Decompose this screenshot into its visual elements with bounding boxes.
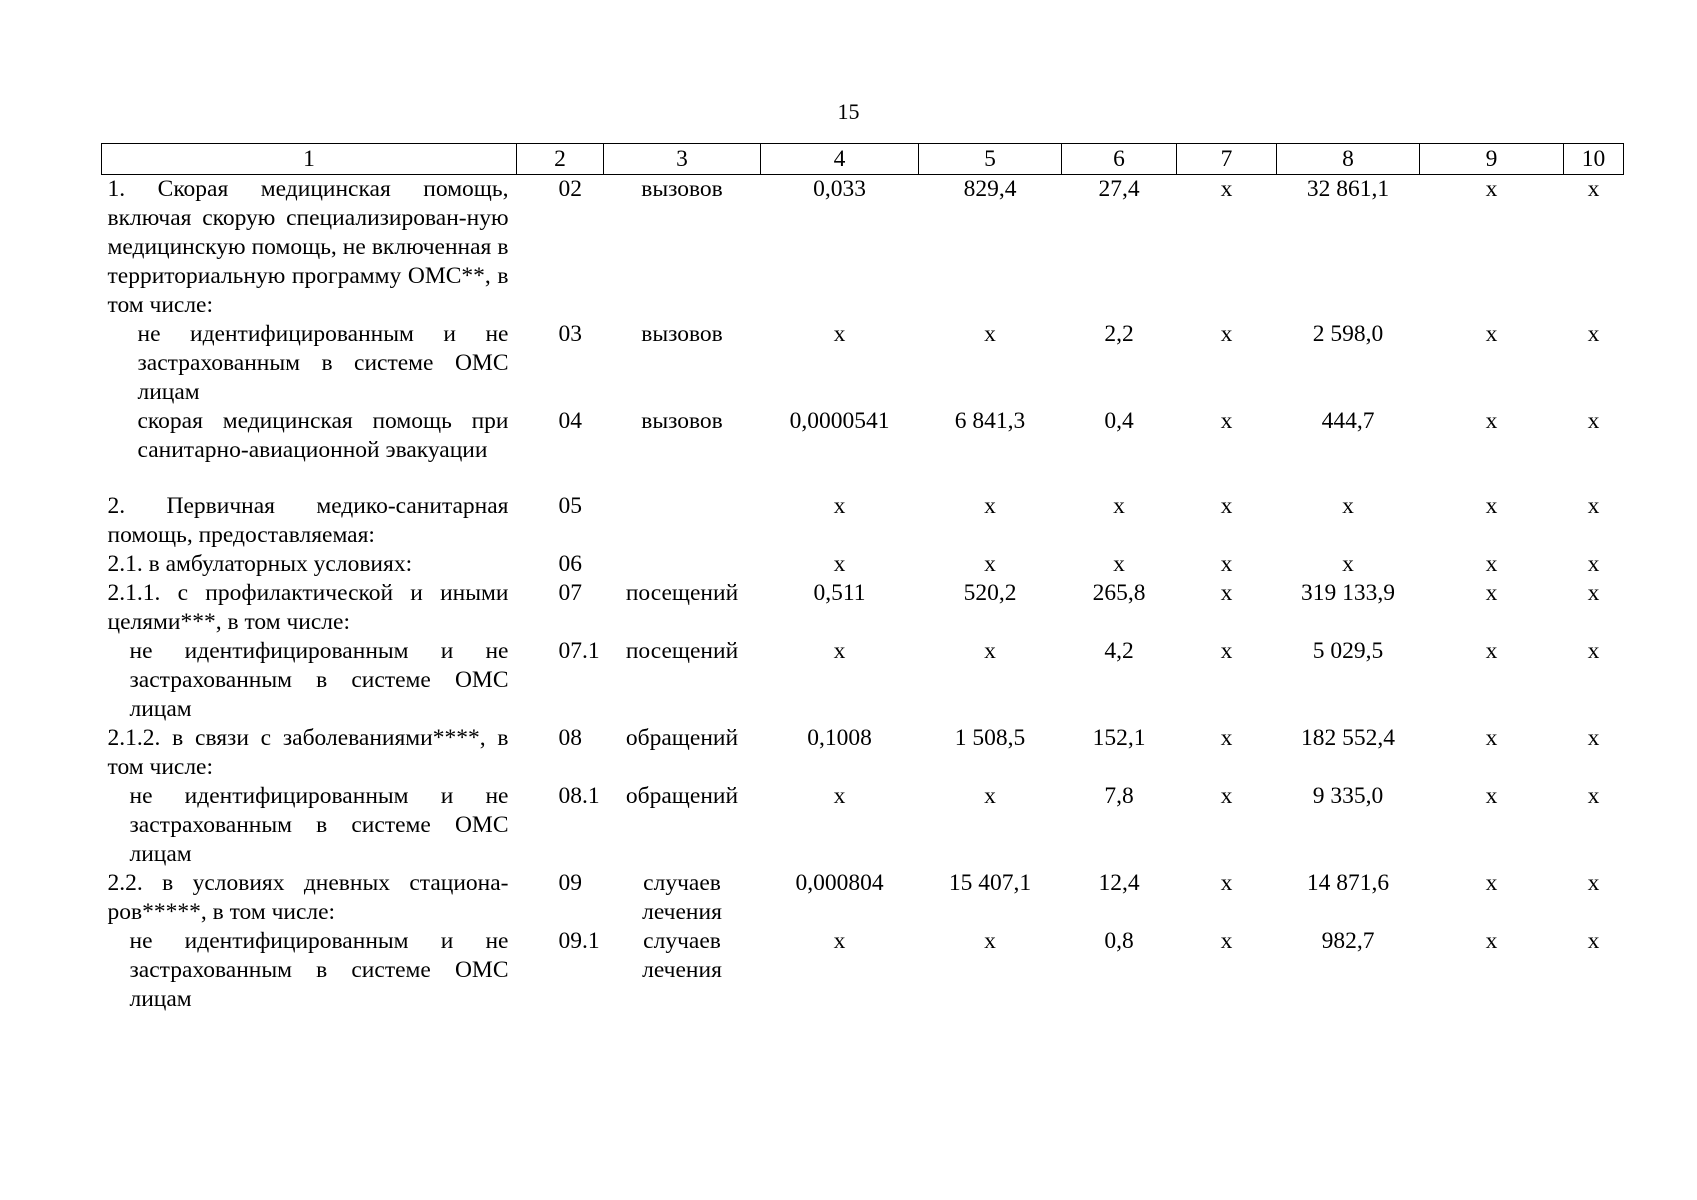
row-col-8: 182 552,4 <box>1301 725 1395 751</box>
row-col-10: х <box>1587 321 1600 347</box>
row-name: не идентифицированным и не застрахованным в системе ОМС лицам <box>137 321 509 405</box>
row-unit: посещений <box>625 638 739 664</box>
row-unit <box>604 550 761 579</box>
row-col-6: 152,1 <box>1092 725 1146 751</box>
row-col-5: х <box>984 493 996 519</box>
row-col-9: х <box>1485 408 1498 434</box>
row-col-6: 27,4 <box>1098 176 1140 202</box>
row-col-10: х <box>1587 638 1600 664</box>
header-col-10: 10 <box>1564 144 1624 175</box>
row-name: не идентифицированным и не застрахованным в системе ОМС лицам <box>129 928 509 1012</box>
row-col-5: 15 407,1 <box>948 870 1032 896</box>
row-col-10: х <box>1587 580 1600 606</box>
row-col-5: х <box>984 321 996 347</box>
row-col-7: х <box>1220 783 1233 809</box>
row-col-4: 0,511 <box>813 580 866 606</box>
row-col-8: 982,7 <box>1321 928 1375 954</box>
row-code: 04 <box>558 408 582 434</box>
row-col-9: х <box>1485 580 1498 606</box>
row-unit: случаев лечения <box>642 928 722 983</box>
row-col-4: 0,000804 <box>795 870 884 896</box>
row-col-7: х <box>1220 321 1233 347</box>
page-number: 15 <box>837 99 860 124</box>
row-col-9: х <box>1485 725 1498 751</box>
row-col-8: 2 598,0 <box>1312 321 1384 347</box>
row-col-4: 0,1008 <box>807 725 872 751</box>
row-unit: случаев лечения <box>642 870 722 925</box>
row-col-10: х <box>1587 493 1600 519</box>
row-code: 03 <box>558 321 582 347</box>
row-col-4: 0,033 <box>813 176 866 202</box>
row-col-4: х <box>833 321 846 347</box>
row-col-5: 520,2 <box>963 580 1017 606</box>
table-row <box>102 869 1624 927</box>
row-col-8: 5 029,5 <box>1312 638 1384 664</box>
row-col-5: 829,4 <box>963 176 1017 202</box>
row-col-7: х <box>1220 551 1233 577</box>
row-code: 02 <box>558 176 582 202</box>
row-col-10: х <box>1587 408 1600 434</box>
row-name: 2. Первичная медико-санитарная помощь, предоставляемая: <box>107 493 509 548</box>
row-col-6: 4,2 <box>1104 638 1134 664</box>
row-col-5: х <box>984 638 996 664</box>
data-table <box>101 143 1624 1014</box>
row-name: не идентифицированным и не застрахованным в системе ОМС лицам <box>129 783 509 867</box>
table-header <box>102 144 1624 175</box>
row-col-9: х <box>1485 638 1498 664</box>
row-unit: обращений <box>625 783 739 809</box>
header-col-8: 8 <box>1277 144 1420 175</box>
row-col-8: 9 335,0 <box>1312 783 1384 809</box>
row-name: 2.1.2. в связи с заболеваниями****, в том числе: <box>107 725 509 780</box>
row-col-5: 1 508,5 <box>954 725 1026 751</box>
row-col-9: х <box>1485 493 1498 519</box>
table-row <box>102 637 1624 724</box>
row-spacer <box>102 465 1624 492</box>
header-col-4: 4 <box>761 144 919 175</box>
row-col-8: х <box>1342 493 1354 519</box>
row-code: 09 <box>558 870 582 896</box>
row-col-9: х <box>1485 321 1498 347</box>
row-code: 08 <box>558 725 582 751</box>
spacer-cell <box>102 465 1624 492</box>
row-col-9: х <box>1485 870 1498 896</box>
row-unit <box>604 492 761 550</box>
row-unit: вызовов <box>641 408 723 434</box>
row-code: 07.1 <box>558 638 600 664</box>
row-col-7: х <box>1220 580 1233 606</box>
row-col-10: х <box>1587 725 1600 751</box>
row-code: 07 <box>558 580 582 606</box>
table-row <box>102 724 1624 782</box>
header-col-2: 2 <box>517 144 604 175</box>
row-col-6: 0,4 <box>1104 408 1134 434</box>
row-code: 05 <box>558 493 582 519</box>
row-code: 06 <box>558 551 582 577</box>
row-col-7: х <box>1220 176 1233 202</box>
row-col-5: 6 841,3 <box>954 408 1026 434</box>
row-col-5: х <box>984 928 996 954</box>
row-col-5: х <box>984 551 996 577</box>
row-col-7: х <box>1220 725 1233 751</box>
table-row <box>102 407 1624 465</box>
table-row <box>102 927 1624 1014</box>
row-col-7: х <box>1220 870 1233 896</box>
row-col-9: х <box>1485 783 1498 809</box>
row-unit: вызовов <box>641 321 723 347</box>
row-name: 1. Скорая медицинская помощь, включая скорую специализирован-ную медицинскую помощь, не включенная в территориальную программу ОМС**, в том числе: <box>107 176 509 318</box>
table-row <box>102 320 1624 407</box>
row-name: не идентифицированным и не застрахованным в системе ОМС лицам <box>129 638 509 722</box>
row-col-4: х <box>833 783 846 809</box>
row-col-7: х <box>1220 408 1233 434</box>
row-col-10: х <box>1587 551 1600 577</box>
row-name: 2.2. в условиях дневных стациона-ров*****, в том числе: <box>107 870 509 925</box>
row-col-4: х <box>833 928 846 954</box>
row-col-4: х <box>833 493 846 519</box>
row-name: 2.1.1. с профилактической и иными целями***, в том числе: <box>107 580 509 635</box>
table-body <box>102 175 1624 1015</box>
table-row <box>102 492 1624 550</box>
row-col-9: х <box>1485 928 1498 954</box>
row-col-10: х <box>1587 783 1600 809</box>
row-code: 09.1 <box>558 928 600 954</box>
row-col-4: х <box>833 551 846 577</box>
row-code: 08.1 <box>558 783 600 809</box>
row-col-9: х <box>1485 551 1498 577</box>
row-col-9: х <box>1485 176 1498 202</box>
row-col-7: х <box>1220 638 1233 664</box>
row-col-10: х <box>1587 176 1600 202</box>
row-col-7: х <box>1220 493 1233 519</box>
row-col-8: х <box>1342 551 1354 577</box>
row-col-8: 319 133,9 <box>1301 580 1395 606</box>
header-col-5: 5 <box>919 144 1062 175</box>
row-col-6: 0,8 <box>1104 928 1134 954</box>
row-col-4: х <box>833 638 846 664</box>
header-col-1: 1 <box>102 144 517 175</box>
row-col-5: х <box>984 783 996 809</box>
header-row <box>102 144 1624 175</box>
row-col-6: х <box>1113 551 1125 577</box>
row-col-6: 7,8 <box>1104 783 1134 809</box>
row-unit: вызовов <box>641 176 723 202</box>
row-col-8: 32 861,1 <box>1306 176 1390 202</box>
row-name: скорая медицинская помощь при санитарно-авиационной эвакуации <box>137 408 509 463</box>
header-col-7: 7 <box>1177 144 1277 175</box>
table-row <box>102 175 1624 321</box>
row-col-6: х <box>1113 493 1125 519</box>
row-unit: посещений <box>625 580 739 606</box>
row-col-10: х <box>1587 928 1600 954</box>
table-row <box>102 550 1624 579</box>
header-col-3: 3 <box>604 144 761 175</box>
row-col-4: 0,0000541 <box>789 408 890 434</box>
table-row <box>102 782 1624 869</box>
row-col-6: 2,2 <box>1104 321 1134 347</box>
header-col-6: 6 <box>1062 144 1177 175</box>
row-unit: обращений <box>625 725 739 751</box>
row-name: 2.1. в амбулаторных условиях: <box>107 551 413 577</box>
table-row <box>102 579 1624 637</box>
row-col-10: х <box>1587 870 1600 896</box>
row-col-8: 444,7 <box>1321 408 1375 434</box>
header-col-9: 9 <box>1420 144 1564 175</box>
row-col-6: 265,8 <box>1092 580 1146 606</box>
row-col-8: 14 871,6 <box>1306 870 1390 896</box>
row-col-7: х <box>1220 928 1233 954</box>
row-col-6: 12,4 <box>1098 870 1140 896</box>
